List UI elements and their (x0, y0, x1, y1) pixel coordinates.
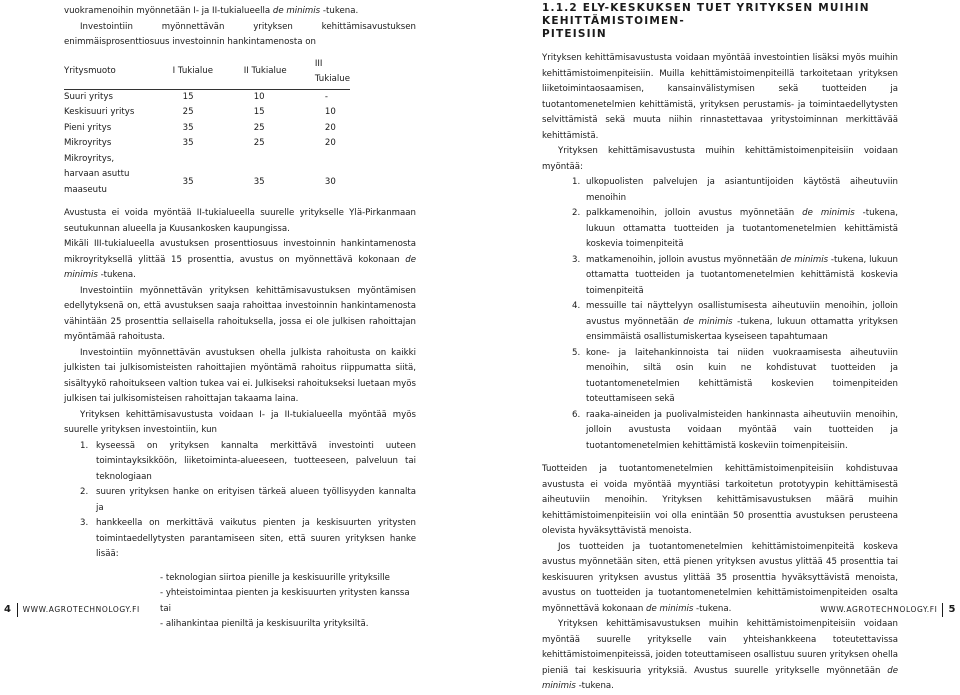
list-text: suuren yrityksen hanke on erityisen tärkeä alueen työllisyyden kannalta ja (96, 487, 416, 513)
footer-right (820, 603, 956, 617)
page-number: 4 (4, 604, 12, 615)
left-column (64, 4, 416, 633)
list-item (542, 206, 898, 253)
list-text: messuille tai näyttelyyn osallistumisesta aiheutuviin menoihin, jolloin avustus myönnetään (586, 301, 898, 327)
paragraph (64, 237, 416, 284)
paragraph-text: Yrityksen kehittämisavustuksen muihin kehittämistoimenpiteisiin voidaan myöntää suurelle yritykselle vain yhteishankkeena toteutettavissa kehittämistoimenpiteissä, joiden toteuttamiseen osallistuu suuren yrityksen ohella pieniä tai keskisuuria yrityksiä. Avustus suurelle yritykselle myönnetään (542, 619, 898, 676)
paragraph: Yrityksen kehittämisavustusta voidaan myöntää investointien lisäksi myös muihin kehittämistoimenpiteisiin. Muilla kehittämistoimenpiteillä tarkoitetaan yrityksen liiketoimintaosaamisen, kansainvälistymisen sekä tuotteiden ja tuotantomenetelmien kehittämistä, yrityksen perustamis- ja toimintaedellytysten selvittämistä sekä muuta niihin rinnastettavaa yritystoiminnan merkittävää kehittämistä. (542, 53, 898, 141)
table-cell: 15 (253, 107, 265, 117)
list-emphasis: de minimis (780, 254, 829, 265)
table-row (64, 167, 350, 198)
list-text: ulkopuolisten palvelujen ja asiantuntijoiden käytöstä aiheutuviin menoihin (586, 177, 898, 203)
list-text: kyseessä on yrityksen kannalta merkittävä investointi uuteen toimintayksikköön, liiketoiminta-alueeseen, tuotteeseen, palveluun tai teknologiaan (96, 440, 416, 482)
table-cell: Suuri yritys (64, 91, 113, 102)
paragraph-text: Jos tuotteiden ja tuotantomenetelmien kehittämistoimenpiteitä koskeva avustus myönnetään siten, että pienen yrityksen avustus ylittää 45 prosenttia tai keskisuuren yrityksen avustus ylittää 35 prosenttia hyväksyttävistä menoista, avustus on tuotteiden ja tuotantomenetelmien kehittämistoimenpiteiden osalta myönnettävä kokonaan (542, 541, 898, 614)
table-cell: harvaan asuttu maaseutu (64, 169, 130, 195)
paragraph-emphasis: de minimis (646, 603, 694, 614)
footer-url: WWW.AGROTECHNOLOGY.FI (22, 605, 140, 614)
table-header-cell: II Tukialue (244, 57, 315, 90)
table-cell: 25 (253, 122, 265, 133)
footer-url: WWW.AGROTECHNOLOGY.FI (820, 605, 938, 614)
intro-text: vuokramenoihin myönnetään I- ja II-tukialueella (64, 6, 273, 16)
table-cell: 25 (253, 138, 265, 148)
table-cell: Keskisuuri yritys (64, 107, 135, 117)
table-cell (315, 152, 350, 168)
table-cell: Pieni yritys (64, 122, 112, 133)
table-cell: 15 (182, 91, 194, 102)
left-page (0, 0, 480, 629)
section-title-line: 1.1.2 ELY-KESKUKSEN TUET YRITYKSEN MUIHIN KEHITTÄMISTOIMEN- (542, 2, 870, 27)
table-cell: 10 (253, 91, 265, 102)
intro-text-end: -tukena. (320, 6, 359, 16)
list-number: 2. (80, 487, 89, 497)
table-cell: Mikroyritys, (64, 153, 115, 164)
paragraph-emphasis: de minimis (64, 254, 416, 280)
list-number: 1. (572, 177, 581, 187)
paragraph: Tuotteiden ja tuotantomenetelmien kehittämistoimenpiteisiin kohdistuvaa avustusta ei voida myöntää myyntiäsi tarkoitetun prototyypin kehittämisestä aiheutuviin menoihin. Yrityksen kehittämisavustuksen määrä muihin kehittämistoimenpiteisiin voi olla enintään 50 prosenttia avustuksen perusteena olevista hyväksyttävistä menoista. (542, 464, 898, 536)
paragraph: Yrityksen kehittämisavustusta voidaan I- ja II-tukialueella myöntää myös suurelle yrityksen investointiin, kun (64, 409, 416, 435)
list-item (542, 175, 898, 206)
table-cell: 25 (182, 107, 194, 117)
spacer (64, 563, 416, 571)
list-number: 6. (572, 409, 581, 420)
table-cell: 35 (182, 138, 194, 148)
table-row (64, 105, 350, 121)
list-text-end: -tukena, lukuun ottamatta yrityksen ensimmäistä osallistumiskertaa kyseiseen tapahtumaan (586, 316, 898, 342)
table-cell: Mikroyritys (64, 138, 112, 148)
paragraph-text: Mikäli III-tukialueella avustuksen prosenttiosuus investoinnin hankintamenosta mikroyrityksellä ylittää 15 prosenttia, avustus on myönnettävä kokonaan (64, 239, 416, 265)
footer-divider (942, 603, 943, 617)
list-item (64, 485, 416, 516)
paragraph-emphasis: de minimis (542, 665, 898, 691)
list-item (542, 346, 898, 408)
paragraph: Investointiin myönnettävän avustuksen ohella julkista rahoitusta on kaikki julkisten tai julkisomisteisten rahoittajien myöntämä rahoitus riippumatta siitä, sisältyykö rahoitukseen valtion tukea vai ei. Julkiseksi rahoitukseksi luetaan myös julkisen tai julkisomisteisen rahoittajan takaama laina. (64, 347, 416, 404)
spacer (542, 454, 898, 462)
table-row (64, 89, 350, 105)
paragraph-text-end: -tukena. (575, 681, 614, 691)
table-cell: 20 (324, 122, 336, 133)
table-header-cell: III Tukialue (315, 57, 350, 90)
list-text: kone- ja laitehankinnoista tai niiden vuokraamisesta aiheutuviin menoihin, siltä osin kuin ne kohdistuvat tuotteiden ja tuotantomenetelmien kehittämistä koskevien toimenpiteiden toteuttamiseen sekä (586, 347, 898, 404)
measure-list (542, 175, 898, 454)
list-number: 2. (572, 208, 581, 218)
dash-list (64, 571, 416, 633)
footer-left (4, 603, 140, 617)
list-item (542, 253, 898, 300)
list-item (542, 299, 898, 346)
list-emphasis: de minimis (683, 316, 733, 327)
intro-paragraph (64, 4, 416, 20)
table-cell: 35 (182, 176, 194, 187)
dash-item: - alihankintaa pieniltä ja keskisuurilta yrityksiltä. (160, 619, 369, 629)
table-cell: 10 (324, 107, 336, 117)
table-cell: 30 (324, 176, 336, 187)
table-intro-paragraph: Investointiin myönnettävän yrityksen kehittämisavustuksen enimmäisprosenttiosuus investoinnin hankintamenosta on (64, 21, 416, 47)
page-number: 5 (948, 604, 956, 615)
list-item (542, 408, 898, 455)
table-cell: - (324, 91, 328, 102)
table-cell (244, 152, 315, 168)
section-title-line: PITEISIIN (542, 28, 607, 40)
footer-divider (17, 603, 18, 617)
list-text-end: -tukena, lukuun ottamatta tuotteiden ja tuotantomenetelmien kehittämistä koskevia toimenpiteitä (586, 208, 898, 249)
paragraph-text-end: -tukena. (97, 270, 136, 280)
list-number: 4. (572, 301, 581, 311)
list-item (64, 516, 416, 563)
table-cell: 35 (253, 176, 265, 187)
support-rate-table (64, 57, 350, 199)
list-number: 5. (572, 347, 581, 358)
table-cell (173, 152, 244, 168)
paragraph (542, 617, 898, 695)
paragraph: Investointiin myönnettävän yrityksen kehittämisavustuksen myöntämisen edellytyksenä on, että avustuksen saaja rahoittaa investoinnin hankintamenosta vähintään 25 prosenttia sellaisella rahoituksella, jossa ei ole julkisen rahoittajan myöntämää rahoitusta. (64, 285, 416, 342)
right-page (480, 0, 960, 691)
intro-emphasis: de minimis (272, 6, 321, 16)
section-title (542, 2, 898, 41)
table-row (64, 152, 350, 168)
list-text: palkkamenoihin, jolloin avustus myönnetään (586, 208, 803, 218)
list-text: hankkeella on merkittävä vaikutus pienten ja keskisuurten yritysten toimintaedellytysten parantamiseen siten, että suuren yrityksen hanke lisää: (96, 518, 416, 559)
list-text: matkamenoihin, jolloin avustus myönnetään (586, 254, 781, 265)
list-text: raaka-aineiden ja puolivalmisteiden hankinnasta aiheutuviin menoihin, jolloin avustusta voidaan myöntää vain tuotteiden ja tuotantomenetelmien kehittämistä koskeviin toimenpiteisiin. (586, 409, 898, 451)
list-number: 3. (572, 254, 581, 265)
table-header-cell: Yritysmuoto (64, 57, 173, 90)
paragraph: Avustusta ei voida myöntää II-tukialueella suurelle yritykselle Ylä-Pirkanmaan seutukunnan alueella ja Kuusankosken kaupungissa. (64, 208, 416, 234)
list-item (64, 439, 416, 486)
list-emphasis: de minimis (802, 208, 855, 218)
list-text-end: -tukena, lukuun ottamatta tuotteiden ja tuotantomenetelmien kehittämistä koskevia toimenpiteitä (586, 254, 898, 296)
table-cell: 35 (182, 122, 194, 133)
condition-list (64, 439, 416, 563)
list-number: 3. (80, 518, 89, 528)
paragraph: Yrityksen kehittämisavustusta muihin kehittämistoimenpiteisiin voidaan myöntää: (542, 146, 898, 172)
table-header-cell: I Tukialue (173, 57, 244, 90)
list-number: 1. (80, 440, 89, 451)
table-cell: 20 (324, 138, 336, 148)
dash-item: - teknologian siirtoa pienille ja keskisuurille yrityksille (160, 572, 390, 583)
right-column (542, 2, 898, 695)
table-row (64, 121, 350, 137)
spacer (64, 198, 416, 206)
table-row (64, 136, 350, 152)
dash-item: - yhteistoimintaa pienten ja keskisuurten yritysten kanssa tai (160, 588, 410, 614)
paragraph-text-end: -tukena. (693, 603, 732, 614)
table-header-row (64, 57, 350, 90)
